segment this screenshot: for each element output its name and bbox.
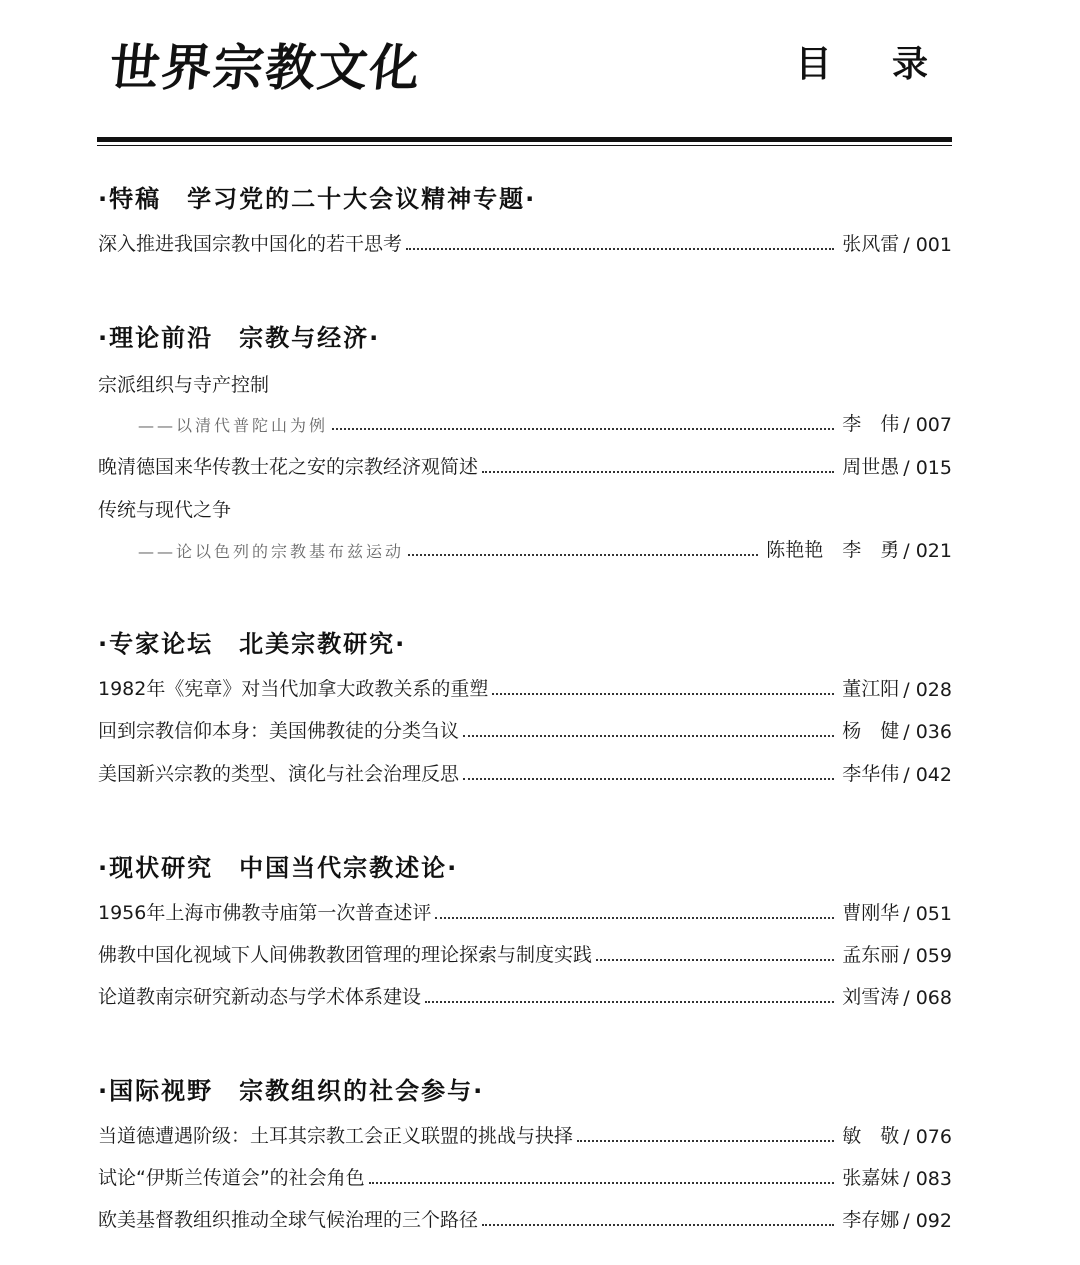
dot-leader	[406, 248, 834, 250]
entry-title: 论道教南宗研究新动态与学术体系建设	[98, 986, 422, 1008]
dot-leader	[577, 1140, 834, 1142]
toc-entry[interactable]	[98, 1164, 952, 1190]
toc-entry[interactable]	[98, 983, 952, 1009]
header-rule-thin	[97, 145, 952, 146]
entry-page: / 028	[903, 679, 952, 701]
entry-title: 晚清德国来华传教士花之安的宗教经济观简述	[98, 456, 479, 478]
toc-entry-subtitle-line[interactable]	[138, 410, 952, 436]
toc-entry[interactable]	[98, 717, 952, 743]
entry-page: / 059	[903, 945, 952, 967]
entry-author: 李华伟	[842, 763, 900, 785]
entry-subtitle: ——论以色列的宗教基布兹运动	[138, 542, 405, 561]
entry-subtitle: ——以清代普陀山为例	[138, 416, 329, 435]
entry-title: 1982年《宪章》对当代加拿大政教关系的重塑	[98, 678, 489, 700]
entry-page: / 015	[903, 457, 952, 479]
entry-title: 佛教中国化视域下人间佛教教团管理的理论探索与制度实践	[98, 944, 593, 966]
entry-author: 周世愚	[842, 456, 900, 478]
dot-leader	[332, 428, 834, 430]
toc-heading: 目 录	[795, 44, 952, 85]
entry-page: / 083	[903, 1168, 952, 1190]
dot-leader	[435, 917, 834, 919]
dot-leader	[463, 735, 834, 737]
entry-author: 刘雪涛	[842, 986, 900, 1008]
toc-entry-subtitle-line[interactable]	[138, 536, 952, 562]
entry-title: 深入推进我国宗教中国化的若干思考	[98, 233, 403, 255]
section-header: ·现状研究 中国当代宗教述论·	[98, 854, 459, 882]
entry-title: 回到宗教信仰本身：美国佛教徒的分类刍议	[98, 720, 460, 742]
entry-author: 李 伟	[842, 413, 900, 435]
entry-title: 试论“伊斯兰传道会”的社会角色	[98, 1167, 365, 1189]
section-header: ·理论前沿 宗教与经济·	[98, 324, 381, 352]
entry-author: 孟东丽	[842, 944, 900, 966]
entry-page: / 036	[903, 721, 952, 743]
entry-title: 美国新兴宗教的类型、演化与社会治理反思	[98, 763, 460, 785]
section-header: ·专家论坛 北美宗教研究·	[98, 630, 407, 658]
toc-entry[interactable]	[98, 1206, 952, 1232]
dot-leader	[596, 959, 834, 961]
entry-author: 曹刚华	[842, 902, 900, 924]
toc-entry[interactable]	[98, 941, 952, 967]
entry-page: / 021	[903, 540, 952, 562]
dot-leader	[369, 1182, 835, 1184]
toc-entry[interactable]	[98, 760, 952, 786]
entry-author: 陈艳艳 李 勇	[766, 539, 900, 561]
entry-author: 李存娜	[842, 1209, 900, 1231]
dot-leader	[492, 693, 834, 695]
entry-page: / 001	[903, 234, 952, 256]
toc-entry[interactable]	[98, 899, 952, 925]
entry-author: 杨 健	[842, 720, 900, 742]
entry-title[interactable]: 传统与现代之争	[98, 499, 232, 521]
entry-title: 欧美基督教组织推动全球气候治理的三个路径	[98, 1209, 479, 1231]
entry-page: / 051	[903, 903, 952, 925]
entry-page: / 007	[903, 414, 952, 436]
dot-leader	[463, 778, 834, 780]
header-rule-thick	[97, 137, 952, 142]
entry-author: 敏 敬	[842, 1125, 900, 1147]
toc-entry[interactable]	[98, 230, 952, 256]
section-header: ·特稿 学习党的二十大会议精神专题·	[98, 185, 537, 213]
entry-author: 董江阳	[842, 678, 900, 700]
entry-title: 1956年上海市佛教寺庙第一次普查述评	[98, 902, 432, 924]
dot-leader	[425, 1001, 834, 1003]
entry-author: 张嘉妹	[842, 1167, 900, 1189]
entry-title: 当道德遭遇阶级：土耳其宗教工会正义联盟的挑战与抉择	[98, 1125, 574, 1147]
entry-page: / 076	[903, 1126, 952, 1148]
section-header: ·国际视野 宗教组织的社会参与·	[98, 1077, 485, 1105]
entry-page: / 042	[903, 764, 952, 786]
toc-entry[interactable]	[98, 1122, 952, 1148]
entry-title[interactable]: 宗派组织与寺产控制	[98, 374, 270, 396]
dot-leader	[482, 1224, 834, 1226]
entry-author: 张风雷	[842, 233, 900, 255]
entry-page: / 092	[903, 1210, 952, 1232]
dot-leader	[482, 471, 834, 473]
entry-page: / 068	[903, 987, 952, 1009]
journal-title: 世界宗教文化	[106, 38, 425, 97]
dot-leader	[408, 554, 758, 556]
toc-entry[interactable]	[98, 453, 952, 479]
toc-entry[interactable]	[98, 675, 952, 701]
